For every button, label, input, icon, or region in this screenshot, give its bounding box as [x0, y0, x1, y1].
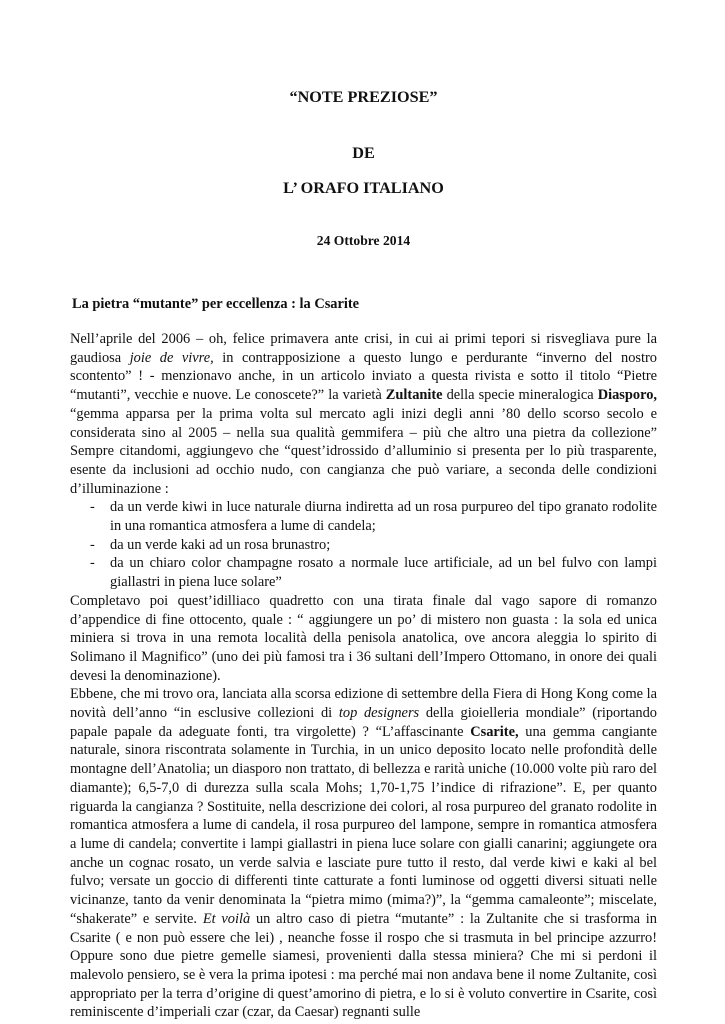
italic-run: joie de vivre, [129, 349, 214, 366]
italic-run: top designers [338, 705, 420, 722]
bold-run: Zultanite [385, 387, 443, 404]
paragraph-1 [70, 330, 657, 498]
bold-run: Csarite, [470, 723, 519, 740]
text-run: della gioielleria mondiale” (riportando papale papale da adeguate fonti, tra virgolette) ? “L’affascinante [70, 705, 657, 740]
article-body [70, 330, 657, 1022]
text-run: Nell’aprile del 2006 – oh, felice primavera ante crisi, in cui ai primi tepori si risvegliava pure la gaudiosa [70, 331, 657, 366]
section-title: La pietra “mutante” per eccellenza : la Csarite [72, 296, 360, 312]
italic-run: Et voilà [202, 910, 251, 927]
list-item: - da un chiaro color champagne rosato a normale luce artificiale, ad un bel fulvo con lampi giallastri in piena luce solare” [90, 554, 657, 591]
text-run: un altro caso di pietra “mutante” : la Zultanite che si trasforma in Csarite ( e non può essere che lei) , neanche fosse il rospo che si trasmuta in bel principe azzurro! Oppure sono due pietre gemelle siamesi, provenienti dalla stessa miniera? Che mi si perdoni il malevolo pensiero, se è vera la prima ipotesi : ma perché mai non andava bene il nome Zultanite, così appropriato per la terra d’origine di quest’amorino di pietra, e lo si è voluto convertire in Csarite, così reminiscente d’imperiali czar (czar, da Caesar) regnanti sulle [70, 910, 658, 1021]
text-run: Ebbene, che mi trovo ora, lanciata alla scorsa edizione di settembre della Fiera di Hong Kong come la novità dell’anno “in esclusive collezioni di [70, 686, 658, 722]
color-change-list [70, 498, 657, 592]
list-item: - da un verde kiwi in luce naturale diurna indiretta ad un rosa purpureo del tipo granato rodolite in una romantica atmosfera a lume di candela; [90, 498, 657, 535]
list-item: - da un verde kaki ad un rosa brunastro; [90, 536, 657, 555]
paragraph-2: Completavo poi quest’idilliaco quadretto con una tirata finale dal vago sapore di romanzo d’appendice di fine ottocento, quale : “ aggiungere un po’ di mistero non guasta : la sola ed unica miniera si trova in una remota località della penisola anatolica, ove ancora aleggia lo spirito di Solimano il Magnifico” (uno dei più famosi tra i 36 sultani dell’Impero Ottomano, in onore dei quali devesi la denominazione). [70, 592, 657, 684]
bold-run: Diasporo, [597, 387, 657, 404]
document-subtitle: L’ ORAFO ITALIANO [283, 179, 444, 197]
document-title: “NOTE PREZIOSE” [289, 88, 438, 106]
text-run: una gemma cangiante naturale, sinora riscontrata solamente in Turchia, in un unico deposito locato nelle profondità delle montagne dell’Anatolia; un diasporo non trattato, di bellezza e rarità uniche (10.000 volte più raro del diamante); 6,5-7,0 di durezza sulla scala Mohs; 1,70-1,75 l’indice di rifrazione”. E, per quanto riguarda la cangianza ? Sostituite, nella descrizione dei colori, al rosa purpureo del granato rodolite in romantica atmosfera a lume di candela, il rosa purpureo del lampone, sempre in romantica atmosfera a lume di candela; convertite i lampi giallastri in piena luce solare con gialli canarini; aggiungete ora anche un cognac rosato, un verde salvia e lasciate pure tutto il resto, dal verde kiwi e kaki al bel fulvo; versate un goccio di differenti tinte catturate a fonti luminose od oggetti diversi situati nelle vicinanze, tanto da venir denominata la “pietra mimo (mima?)”, la “gemma camaleonte”; miscelate, “shakerate” e servite. [70, 723, 657, 927]
document-title-connector: DE [352, 144, 375, 162]
text-run: in contrapposizione a questo lungo e perdurante “inverno del nostro scontento” ! - menzionavo anche, in un articolo inviato a questa rivista e sotto il titolo “Pietre “mutanti”, vecchie e nuove. Le conoscete?” la varietà [70, 349, 657, 404]
text-run: “gemma apparsa per la prima volta sul mercato agli inizi degli anni ’80 dello scorso secolo e considerata sino al 2005 – nella sua qualità gemmifera – più che altro una pietra da collezione” Sempre citandomi, aggiungevo che “quest’idrossido d’alluminio si presenta per lo più trasparente, esente da inclusioni ad occhio nudo, con cangianza che può variare, a seconda delle condizioni d’illuminazione : [70, 405, 657, 497]
text-run: della specie mineralogica [442, 387, 598, 404]
paragraph-3 [70, 685, 657, 1022]
document-date: 24 Ottobre 2014 [316, 233, 411, 248]
